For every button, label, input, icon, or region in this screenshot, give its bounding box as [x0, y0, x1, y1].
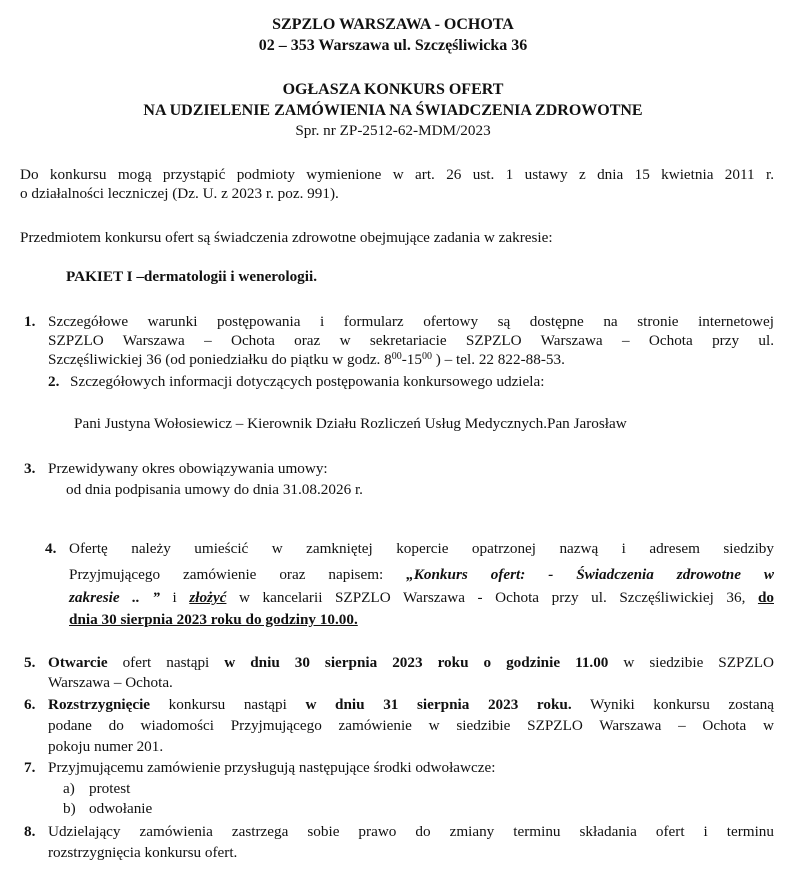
intro-line-2: o działalności leczniczej (Dz. U. z 2023 r. poz. 991). [20, 185, 339, 202]
package-title: PAKIET I –dermatologii i wenerologii. [66, 268, 318, 285]
item-7-option-a-marker: a) [63, 780, 75, 797]
announcement-title: OGŁASZA KONKURS OFERT [282, 81, 504, 98]
item-3-number: 3. [24, 460, 36, 477]
item-2-line-1: Szczegółowych informacji dotyczących postępowania konkursowego udziela: [70, 373, 545, 390]
item-2-number: 2. [48, 373, 60, 390]
reference-number: Spr. nr ZP-2512-62-MDM/2023 [295, 122, 491, 139]
item-7-option-b-marker: b) [63, 800, 76, 817]
item-3-line-1: Przewidywany okres obowiązywania umowy: [48, 460, 328, 477]
item-7-number: 7. [24, 759, 36, 776]
item-6-line-1: Rozstrzygnięcie konkursu nastąpi w dniu 31 sierpnia 2023 roku. Wyniki konkursu zostaną [48, 696, 774, 713]
item-4-line-3: zakresie .. ” i złożyć w kancelarii SZPZLO Warszawa - Ochota przy ul. Szczęśliwickiej 36, do [69, 589, 774, 606]
item-2-contact: Pani Justyna Wołosiewicz – Kierownik Działu Rozliczeń Usług Medycznych.Pan Jarosław [74, 415, 627, 432]
item-7-option-b: odwołanie [89, 800, 153, 817]
item-6-line-3: pokoju numer 201. [48, 738, 164, 755]
item-1-number: 1. [24, 313, 36, 330]
item-5-line-1: Otwarcie ofert nastąpi w dniu 30 sierpnia 2023 roku o godzinie 11.00 w siedzibie SZPZLO [48, 654, 774, 671]
item-7-line-1: Przyjmującemu zamówienie przysługują następujące środki odwoławcze: [48, 759, 496, 776]
announcement-subject: NA UDZIELENIE ZAMÓWIENIA NA ŚWIADCZENIA ZDROWOTNE [143, 102, 643, 119]
item-1-line-3: Szczęśliwickiej 36 (od poniedziałku do piątku w godz. $8^{00}-15^{00}$ ) – tel. 22 822-88-53. [48, 351, 565, 368]
item-8-line-2: rozstrzygnięcia konkursu ofert. [48, 844, 238, 861]
org-name: SZPZLO WARSZAWA - OCHOTA [272, 16, 514, 33]
item-5-number: 5. [24, 654, 36, 671]
item-4-line-1: Ofertę należy umieścić w zamkniętej kopercie opatrzonej nazwą i adresem siedziby [69, 540, 774, 557]
org-address: 02 – 353 Warszawa ul. Szczęśliwicka 36 [258, 37, 528, 54]
item-4-line-2: Przyjmującego zamówienie oraz napisem: „Konkurs ofert: - Świadczenia zdrowotne w [69, 566, 775, 583]
intro-subject-line: Przedmiotem konkursu ofert są świadczenia zdrowotne obejmujące zadania w zakresie: [20, 229, 553, 246]
item-4-number: 4. [45, 540, 57, 557]
intro-line-1: Do konkursu mogą przystąpić podmioty wymienione w art. 26 ust. 1 ustawy z dnia 15 kwietnia 2011 r. [20, 166, 774, 183]
item-1-line-2: SZPZLO Warszawa – Ochota oraz w sekretariacie SZPZLO Warszawa – Ochota przy ul. [48, 332, 774, 349]
item-6-number: 6. [24, 696, 36, 713]
item-5-line-2: Warszawa – Ochota. [48, 674, 173, 691]
item-7-option-a: protest [89, 780, 131, 797]
item-6-line-2: podane do wiadomości Przyjmującego zamówienie w siedzibie SZPZLO Warszawa – Ochota w [48, 717, 774, 734]
item-8-number: 8. [24, 823, 36, 840]
item-8-line-1: Udzielający zamówienia zastrzega sobie prawo do zmiany terminu składania ofert i terminu [48, 823, 774, 840]
item-1-line-1: Szczegółowe warunki postępowania i formularz ofertowy są dostępne na stronie internetowej [48, 313, 774, 330]
item-4-deadline: dnia 30 sierpnia 2023 roku do godziny 10.00. [69, 611, 358, 628]
item-3-line-2: od dnia podpisania umowy do dnia 31.08.2026 r. [66, 481, 363, 498]
